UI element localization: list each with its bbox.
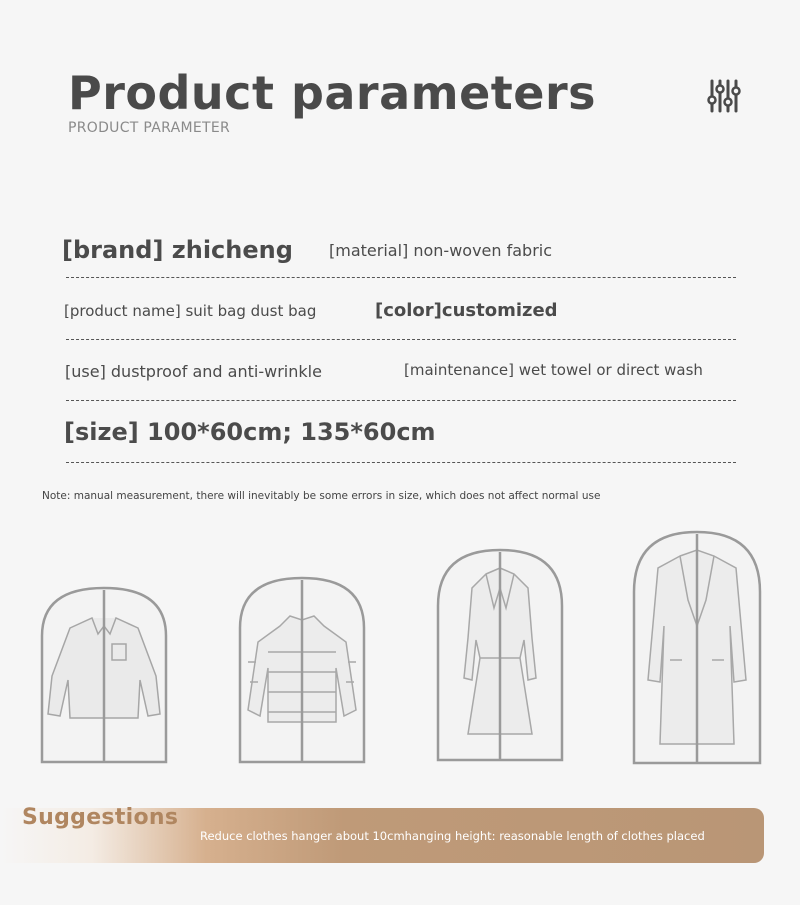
long-coat-garment-bag-icon [632, 530, 762, 765]
param-brand: [brand] zhicheng [62, 236, 293, 264]
suggestions-text: Reduce clothes hanger about 10cmhanging height: reasonable length of clothes placed [200, 829, 705, 843]
divider [66, 339, 736, 340]
param-size: [size] 100*60cm; 135*60cm [64, 418, 436, 446]
measurement-note: Note: manual measurement, there will inevitably be some errors in size, which does not affect normal use [42, 490, 601, 502]
param-product-name: [product name] suit bag dust bag [64, 302, 317, 320]
param-material: [material] non-woven fabric [329, 241, 553, 260]
param-row-1 [62, 238, 736, 278]
param-row-4 [62, 418, 736, 463]
shirt-garment-bag-icon [40, 586, 168, 764]
dress-garment-bag-icon [436, 548, 564, 762]
param-maintenance: [maintenance] wet towel or direct wash [404, 361, 703, 379]
param-color: [color]customized [375, 300, 558, 321]
settings-sliders-icon [706, 78, 742, 114]
page-title: Product parameters [68, 66, 597, 120]
param-row-2 [62, 300, 736, 340]
param-use: [use] dustproof and anti-wrinkle [65, 362, 322, 381]
divider [66, 400, 736, 401]
param-row-3 [62, 361, 736, 401]
page-subtitle: PRODUCT PARAMETER [68, 120, 231, 136]
suggestions-title: Suggestions [22, 805, 179, 830]
puffer-jacket-garment-bag-icon [238, 576, 366, 764]
divider [66, 277, 736, 278]
divider [66, 462, 736, 463]
